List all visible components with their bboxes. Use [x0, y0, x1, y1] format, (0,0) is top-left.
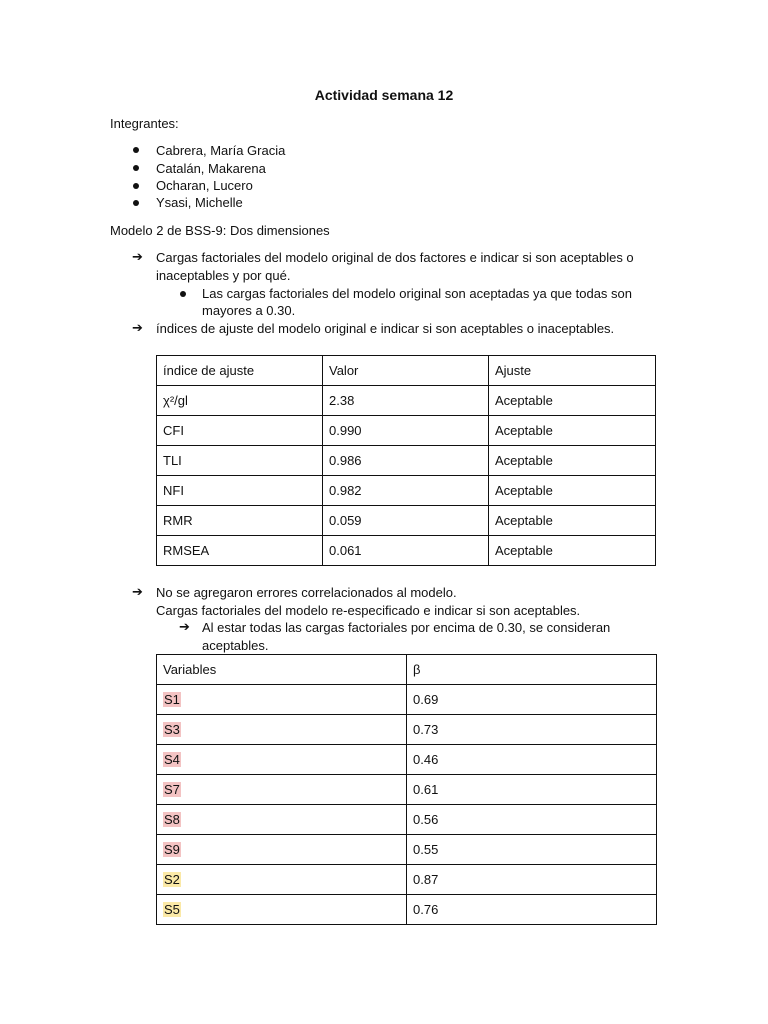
table-row: [157, 715, 657, 745]
table-row: [157, 416, 656, 446]
beta-cell: 0.61: [407, 775, 657, 805]
header-cell: Variables: [157, 655, 407, 685]
table-row: [157, 775, 657, 805]
table-row: [157, 805, 657, 835]
arrow-icon: ➔: [179, 620, 190, 635]
index-cell: CFI: [157, 416, 323, 446]
item3-text: No se agregaron errores correlacionados al modelo.: [156, 585, 457, 600]
index-cell: NFI: [157, 476, 323, 506]
value-cell: 0.990: [323, 416, 489, 446]
table-row: [157, 446, 656, 476]
item3-sub-text-cont: aceptables.: [202, 638, 269, 653]
item1-sub-text: Las cargas factoriales del modelo original son aceptadas ya que todas son: [202, 286, 632, 301]
item3-sub-text: Al estar todas las cargas factoriales por encima de 0.30, se consideran: [202, 620, 611, 635]
variable-cell: S5: [164, 902, 180, 917]
value-cell: 0.061: [323, 536, 489, 566]
header-cell: Ajuste: [489, 356, 656, 386]
table-row: [157, 476, 656, 506]
member-item: Cabrera, María Gracia: [156, 143, 286, 158]
table-row: [157, 386, 656, 416]
page-title: Actividad semana 12: [314, 87, 454, 103]
index-cell: RMR: [157, 506, 323, 536]
table-row: [157, 745, 657, 775]
loadings-table: [156, 654, 657, 925]
variable-cell: S3: [164, 722, 180, 737]
table-row: [157, 895, 657, 925]
item2-text: índices de ajuste del modelo original e indicar si son aceptables o inaceptables.: [156, 321, 615, 336]
beta-cell: 0.55: [407, 835, 657, 865]
header-cell: índice de ajuste: [157, 356, 323, 386]
members-label: Integrantes:: [110, 116, 179, 131]
item1-sub-text-cont: mayores a 0.30.: [202, 303, 296, 318]
value-cell: 0.982: [323, 476, 489, 506]
variable-cell: S9: [164, 842, 180, 857]
item1-text: Cargas factoriales del modelo original de dos factores e indicar si son aceptables o: [156, 250, 634, 265]
table-row: [157, 536, 656, 566]
table-header-row: [157, 356, 656, 386]
header-cell: β: [407, 655, 657, 685]
table-header-row: [157, 655, 657, 685]
fit-cell: Aceptable: [489, 386, 656, 416]
member-item: Ocharan, Lucero: [156, 178, 253, 193]
beta-cell: 0.87: [407, 865, 657, 895]
value-cell: 0.059: [323, 506, 489, 536]
item3-text-cont: Cargas factoriales del modelo re-especificado e indicar si son aceptables.: [156, 603, 581, 618]
variable-cell: S7: [164, 782, 180, 797]
value-cell: 0.986: [323, 446, 489, 476]
beta-cell: 0.56: [407, 805, 657, 835]
bullet-icon: [133, 165, 139, 171]
arrow-icon: ➔: [132, 250, 143, 265]
fit-cell: Aceptable: [489, 536, 656, 566]
variable-cell: S4: [164, 752, 180, 767]
fit-cell: Aceptable: [489, 506, 656, 536]
fit-cell: Aceptable: [489, 416, 656, 446]
item1-text-cont: inaceptables y por qué.: [156, 268, 291, 283]
index-cell: RMSEA: [157, 536, 323, 566]
arrow-icon: ➔: [132, 321, 143, 336]
table-row: [157, 835, 657, 865]
bullet-icon: [180, 291, 186, 297]
index-cell: χ²/gl: [157, 386, 323, 416]
beta-cell: 0.46: [407, 745, 657, 775]
member-item: Catalán, Makarena: [156, 161, 266, 176]
index-cell: TLI: [157, 446, 323, 476]
variable-cell: S2: [164, 872, 180, 887]
header-cell: Valor: [323, 356, 489, 386]
beta-cell: 0.73: [407, 715, 657, 745]
bullet-icon: [133, 200, 139, 206]
variable-cell: S8: [164, 812, 180, 827]
bullet-icon: [133, 147, 139, 153]
model-heading: Modelo 2 de BSS-9: Dos dimensiones: [110, 223, 330, 238]
value-cell: 2.38: [323, 386, 489, 416]
member-item: Ysasi, Michelle: [156, 195, 243, 210]
beta-cell: 0.69: [407, 685, 657, 715]
table-row: [157, 506, 656, 536]
table-row: [157, 865, 657, 895]
table-row: [157, 685, 657, 715]
bullet-icon: [133, 183, 139, 189]
fit-indices-table: [156, 355, 656, 566]
fit-cell: Aceptable: [489, 446, 656, 476]
variable-cell: S1: [164, 692, 180, 707]
beta-cell: 0.76: [407, 895, 657, 925]
arrow-icon: ➔: [132, 585, 143, 600]
fit-cell: Aceptable: [489, 476, 656, 506]
